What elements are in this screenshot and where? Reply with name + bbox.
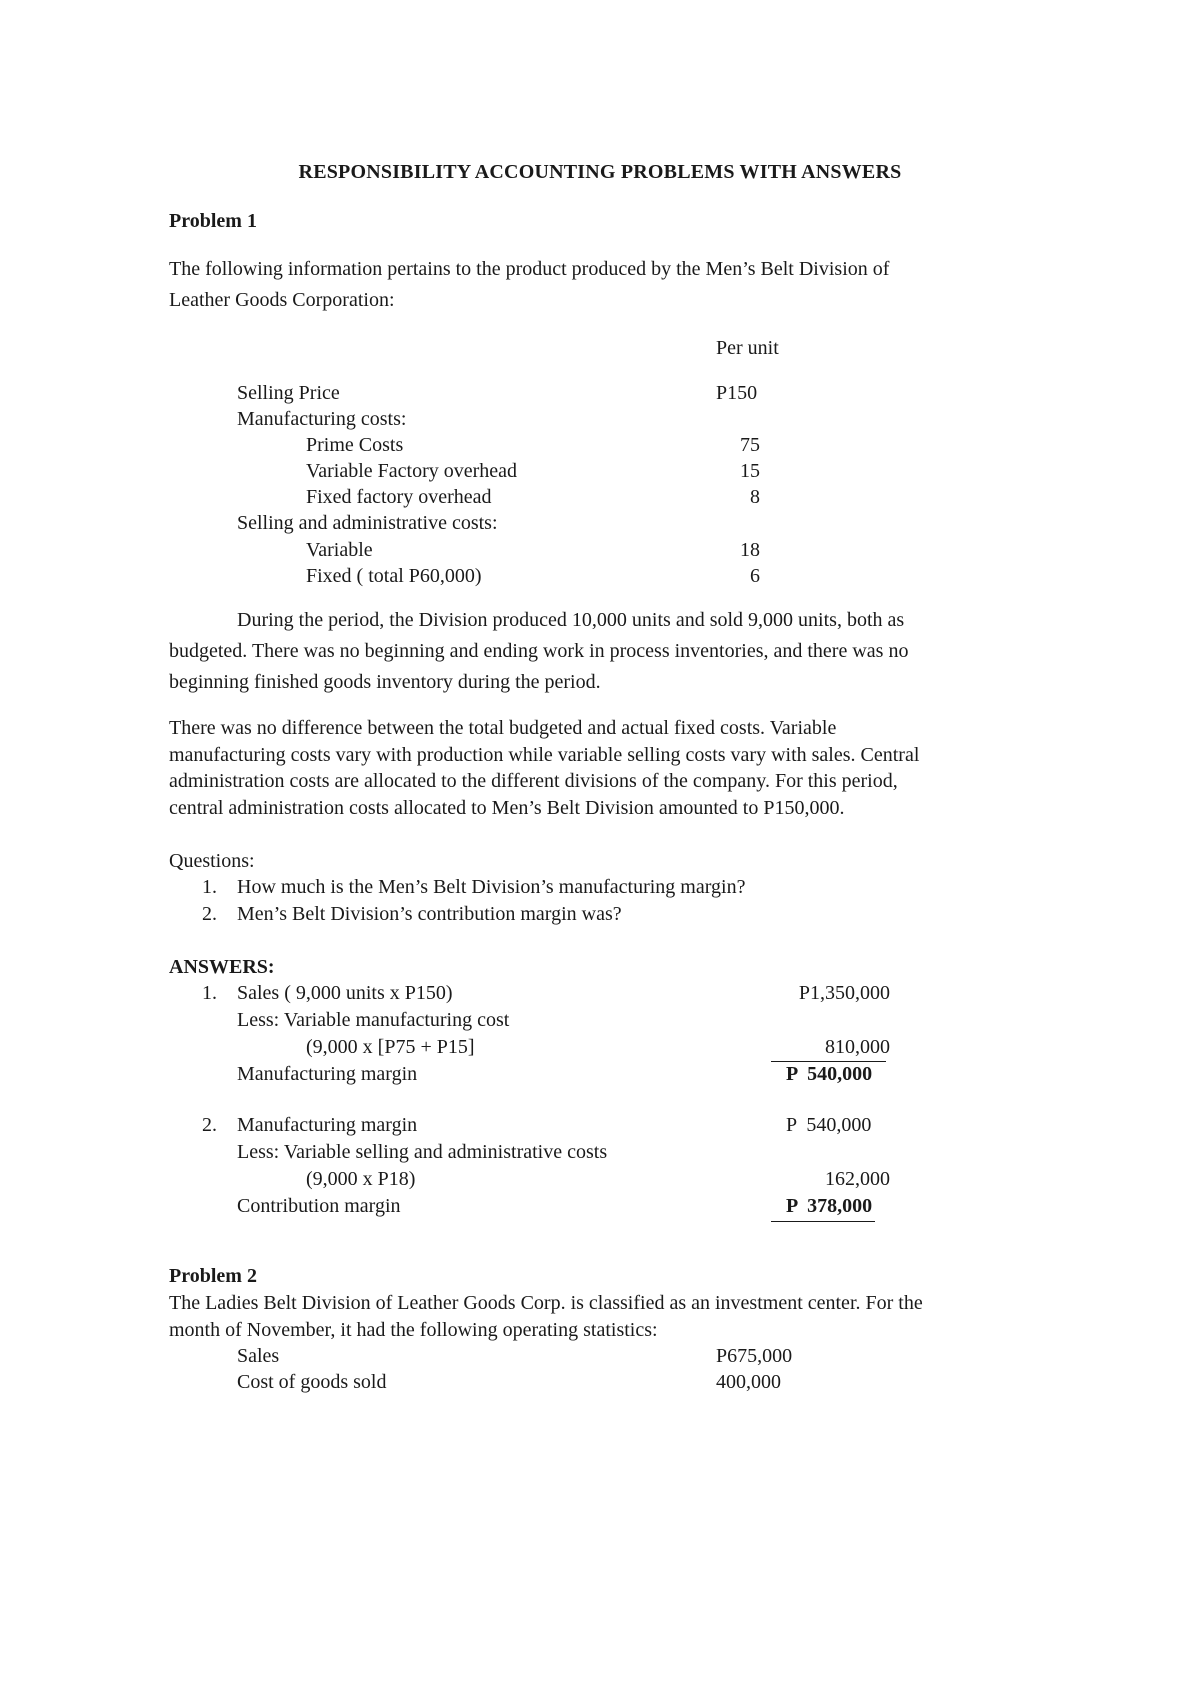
cost-label: Fixed ( total P60,000) [306, 565, 482, 587]
paragraph1-line2: budgeted. There was no beginning and ending work in process inventories, and there was no [169, 640, 909, 662]
answer1-calc-value: 810,000 [825, 1036, 890, 1058]
paragraph2-line1: There was no difference between the total budgeted and actual fixed costs. Variable [169, 717, 837, 739]
cost-value: 75 [740, 434, 760, 456]
stat-label: Sales [237, 1345, 280, 1367]
cost-label: Selling and administrative costs: [237, 512, 498, 534]
cost-label: Fixed factory overhead [306, 486, 492, 508]
answer1-result-value: P 540,000 [786, 1063, 873, 1085]
paragraph1-line1: During the period, the Division produced 10,000 units and sold 9,000 units, both as [237, 609, 905, 631]
answer1-calc-label: (9,000 x [P75 + P15] [306, 1036, 475, 1058]
answer2-less-label: Less: Variable selling and administrative costs [237, 1141, 608, 1163]
answer2-result-value: P 378,000 [786, 1195, 873, 1217]
answer2-mm-value: P 540,000 [786, 1114, 872, 1136]
paragraph1-line3: beginning finished goods inventory during the period. [169, 671, 601, 693]
paragraph2-line2: manufacturing costs vary with production while variable selling costs vary with sales. Central [169, 744, 920, 766]
cost-label: Prime Costs [306, 434, 404, 456]
problem2-heading: Problem 2 [169, 1265, 257, 1287]
total-rule [771, 1221, 875, 1222]
cost-value: 18 [740, 539, 760, 561]
cost-label: Selling Price [237, 382, 340, 404]
answer1-sales-value: P1,350,000 [798, 982, 890, 1004]
cost-label: Variable Factory overhead [306, 460, 518, 482]
answer2-result-label: Contribution margin [237, 1195, 401, 1217]
question-text: Men’s Belt Division’s contribution margin was? [237, 903, 622, 925]
cost-value: 15 [740, 460, 760, 482]
stat-value: 400,000 [716, 1371, 781, 1393]
questions-label: Questions: [169, 850, 255, 872]
cost-value: 8 [750, 486, 760, 508]
problem1-intro-line2: Leather Goods Corporation: [169, 289, 395, 311]
answers-label: ANSWERS: [169, 956, 275, 978]
answer1-result-label: Manufacturing margin [237, 1063, 418, 1085]
question-number: 2. [202, 903, 217, 925]
answer1-less-label: Less: Variable manufacturing cost [237, 1009, 510, 1031]
problem1-heading: Problem 1 [169, 210, 257, 232]
document-title: RESPONSIBILITY ACCOUNTING PROBLEMS WITH ANSWERS [298, 161, 902, 183]
answer1-sales-label: Sales ( 9,000 units x P150) [237, 982, 453, 1004]
answer-number: 2. [202, 1114, 217, 1136]
answer2-mm-label: Manufacturing margin [237, 1114, 418, 1136]
problem1-intro-line1: The following information pertains to the product produced by the Men’s Belt Division of [169, 258, 890, 280]
answer-number: 1. [202, 982, 217, 1004]
answer2-calc-label: (9,000 x P18) [306, 1168, 416, 1190]
cost-label: Manufacturing costs: [237, 408, 407, 430]
problem2-intro-line1: The Ladies Belt Division of Leather Goods Corp. is classified as an investment center. For the [169, 1292, 923, 1314]
cost-label: Variable [306, 539, 373, 561]
cost-value: P150 [716, 382, 758, 404]
problem2-intro-line2: month of November, it had the following operating statistics: [169, 1319, 658, 1341]
cost-value: 6 [750, 565, 760, 587]
per-unit-header: Per unit [716, 337, 779, 359]
question-text: How much is the Men’s Belt Division’s manufacturing margin? [237, 876, 746, 898]
stat-label: Cost of goods sold [237, 1371, 387, 1393]
stat-value: P675,000 [716, 1345, 793, 1367]
question-number: 1. [202, 876, 217, 898]
answer2-calc-value: 162,000 [825, 1168, 890, 1190]
paragraph2-line3: administration costs are allocated to the different divisions of the company. For this period, [169, 770, 898, 792]
paragraph2-line4: central administration costs allocated to Men’s Belt Division amounted to P150,000. [169, 797, 845, 819]
